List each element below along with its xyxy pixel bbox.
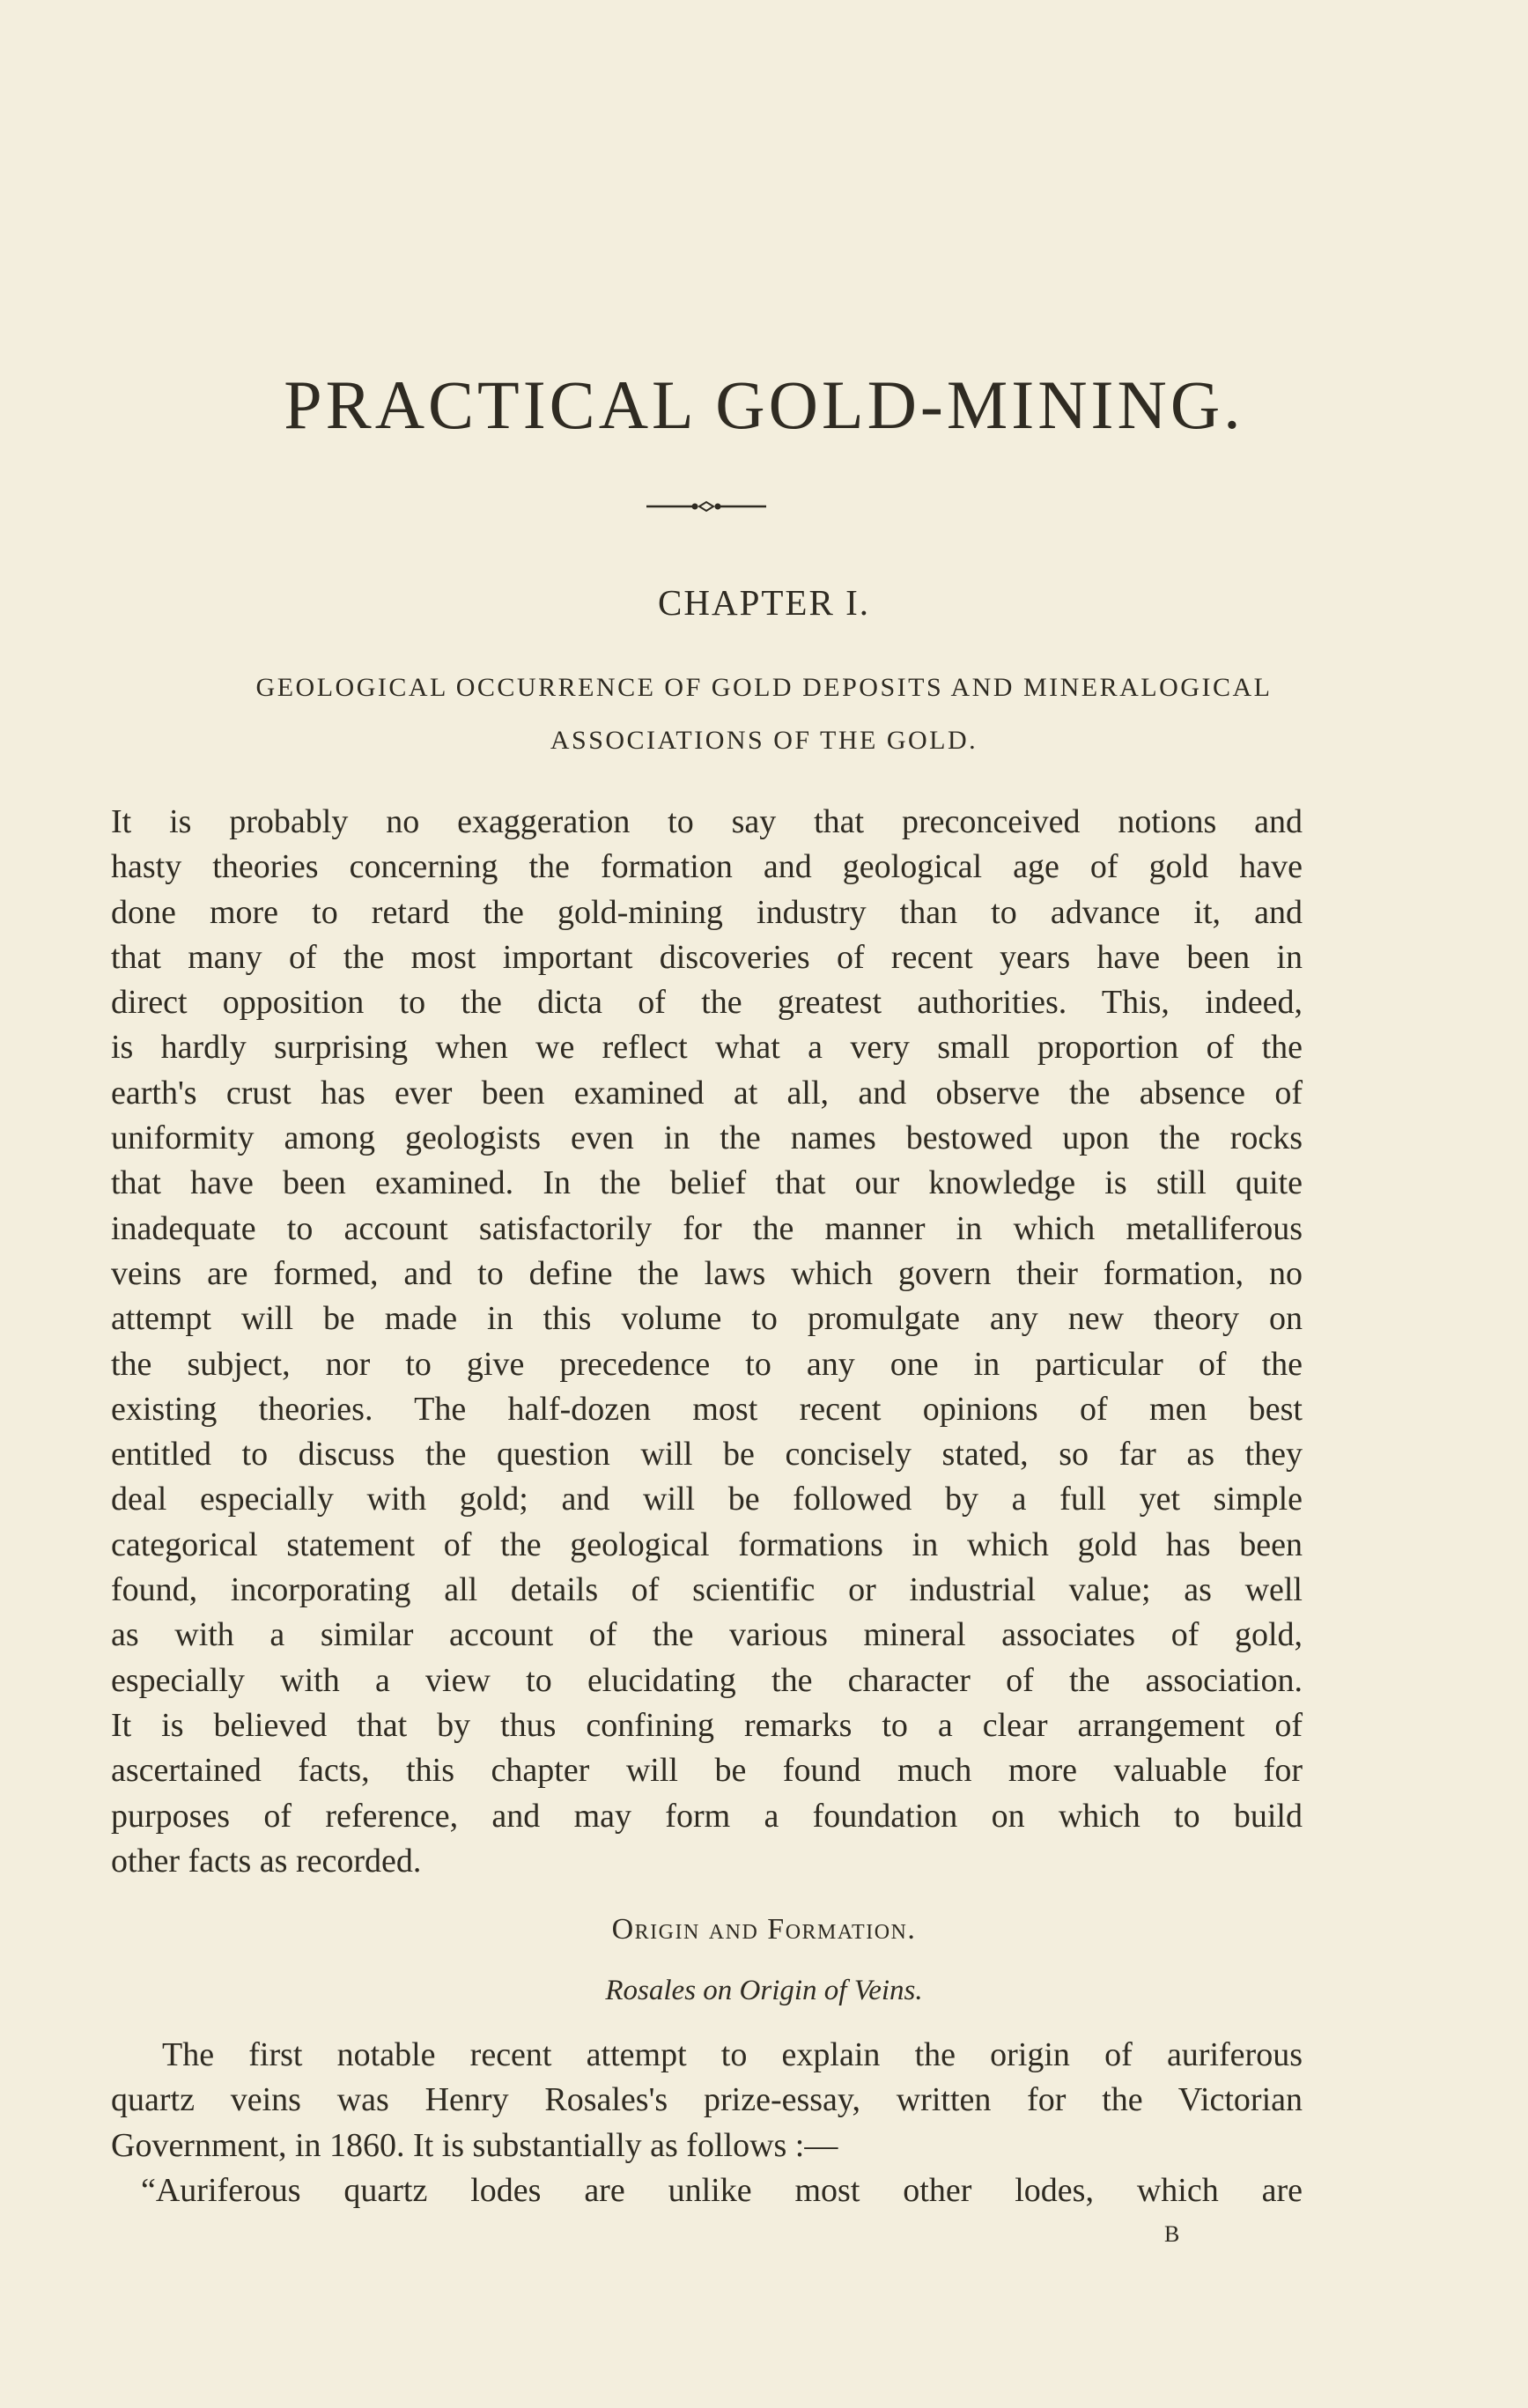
text-line: It is believed that by thus confining remarks to a clear arrangement of [111,1706,1303,1744]
section-subheading: Rosales on Origin of Veins. [605,1975,923,2006]
book-title: PRACTICAL GOLD-MINING. [284,366,1244,443]
text-line: categorical statement of the geological formations in which gold has been [111,1525,1303,1563]
text-line: done more to retard the gold-mining industry than to advance it, and [111,893,1303,931]
text-line: ascertained facts, this chapter will be found much more valuable for [111,1752,1303,1790]
text-line: found, incorporating all details of scientific or industrial value; as well [111,1571,1303,1609]
text-line: hasty theories concerning the formation and geological age of gold have [111,848,1303,886]
text-line: entitled to discuss the question will be concisely stated, so far as they [111,1436,1303,1474]
text-line: Government, in 1860. It is substantially as follows :— [111,2126,838,2164]
text-line: quartz veins was Henry Rosales's prize-essay, written for the Victorian [111,2081,1303,2119]
text-line: other facts as recorded. [111,1842,422,1880]
text-line: that many of the most important discoveries of recent years have been in [111,938,1303,976]
text-line: inadequate to account satisfactorily for the manner in which metalliferous [111,1209,1303,1247]
section-heading: Origin and Formation. [611,1913,917,1946]
text-line: direct opposition to the dicta of the greatest authorities. This, indeed, [111,984,1303,1022]
text-line: existing theories. The half-dozen most recent opinions of men best [111,1390,1303,1428]
text-line: attempt will be made in this volume to promulgate any new theory on [111,1300,1303,1338]
text-line: veins are formed, and to define the laws which govern their formation, no [111,1254,1303,1292]
rule-ornament-icon [645,499,768,513]
text-line: especially with a view to elucidating the character of the association. [111,1661,1303,1699]
text-line: as with a similar account of the various mineral associates of gold, [111,1616,1303,1654]
text-line: deal especially with gold; and will be followed by a full yet simple [111,1481,1303,1518]
chapter-subtitle-line-1: GEOLOGICAL OCCURRENCE OF GOLD DEPOSITS AND MINERALOGICAL [255,673,1273,702]
text-line: is hardly surprising when we reflect what a very small proportion of the [111,1029,1303,1067]
text-line: The first notable recent attempt to explain the origin of auriferous [162,2036,1303,2073]
text-line: purposes of reference, and may form a foundation on which to build [111,1797,1303,1835]
paragraph-2 [111,2033,1303,2213]
signature-mark: B [1164,2221,1180,2247]
chapter-heading: CHAPTER I. [658,582,870,623]
chapter-subtitle-line-2: ASSOCIATIONS OF THE GOLD. [550,726,978,755]
text-line: uniformity among geologists even in the names bestowed upon the rocks [111,1119,1303,1157]
text-line: that have been examined. In the belief that our knowledge is still quite [111,1164,1303,1202]
text-line: It is probably no exaggeration to say that preconceived notions and [111,803,1303,840]
text-line: the subject, nor to give precedence to any one in particular of the [111,1345,1303,1383]
text-line: earth's crust has ever been examined at all, and observe the absence of [111,1074,1303,1112]
paragraph-1 [111,800,1303,1884]
text-line: “Auriferous quartz lodes are unlike most other lodes, which are [141,2171,1303,2209]
